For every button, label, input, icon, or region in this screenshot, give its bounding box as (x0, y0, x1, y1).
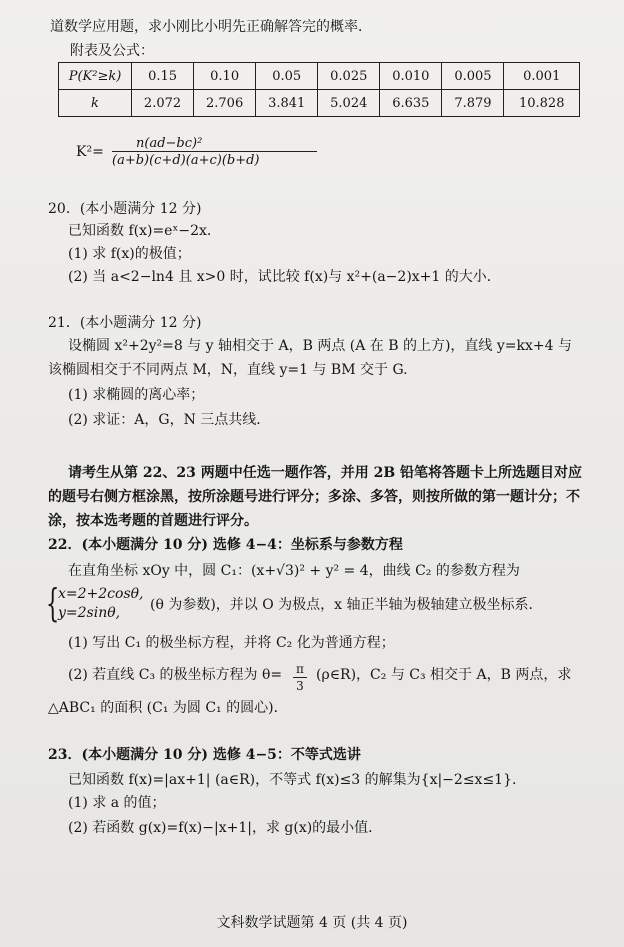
q21-heading: 21．(本小题满分 12 分) (48, 315, 202, 331)
table-cell: 2.072 (132, 90, 194, 117)
q21-line: 该椭圆相交于不同两点 M，N，直线 y=1 与 BM 交于 G. (48, 362, 408, 378)
q23-part1: (1) 求 a 的值； (68, 795, 166, 811)
fraction-bar (293, 677, 307, 678)
table-cell: 10.828 (504, 90, 580, 117)
q22-part2: (2) 若直线 C₃ 的极坐标方程为 θ= (68, 667, 283, 683)
table-cell: 3.841 (256, 90, 318, 117)
table-cell: 0.005 (442, 63, 504, 90)
q22-param-x: x=2+2cosθ, (58, 586, 144, 602)
page-footer: 文科数学试题第 4 页 (共 4 页) (216, 915, 408, 931)
q20-heading: 20．(本小题满分 12 分) (48, 201, 202, 217)
pi-over-3-fraction (293, 662, 307, 693)
fraction-bar (112, 151, 317, 152)
q22-line: 在直角坐标 xOy 中，圆 C₁：(x+√3)² + y² = 4，曲线 C₂ 的参数方程为 (68, 563, 520, 579)
table-cell: 2.706 (194, 90, 256, 117)
q20-part2: (2) 当 a<2−ln4 且 x>0 时，试比较 f(x)与 x²+(a−2)x+1 的大小． (68, 269, 501, 285)
fraction-numerator: π (296, 662, 304, 676)
table-cell: 0.15 (132, 63, 194, 90)
q22-line: △ABC₁ 的面积 (C₁ 为圆 C₁ 的圆心)． (48, 700, 288, 716)
table-cell: 0.10 (194, 63, 256, 90)
notice-line: 涂，按本选考题的首题进行评分。 (48, 513, 258, 529)
q23-part2: (2) 若函数 g(x)=f(x)−|x+1|，求 g(x)的最小值． (68, 820, 383, 836)
q20-part1: (1) 求 f(x)的极值； (68, 246, 191, 262)
notice-line: 请考生从第 22、23 两题中任选一题作答，并用 2B 铅笔将答题卡上所选题目对应 (68, 465, 583, 481)
table-cell: 5.024 (318, 90, 380, 117)
table-cell: 0.025 (318, 63, 380, 90)
q21-line: 设椭圆 x²+2y²=8 与 y 轴相交于 A，B 两点 (A 在 B 的上方)，直线 y=kx+4 与 (68, 338, 572, 354)
table-cell: 7.879 (442, 90, 504, 117)
table-row (59, 90, 580, 117)
q22-param-note: (θ 为参数)，并以 O 为极点，x 轴正半轴为极轴建立极坐标系． (150, 597, 543, 613)
table-row-header: k (59, 90, 132, 117)
table-row-header: P(K²≥k) (59, 63, 132, 90)
q22-param-y: y=2sinθ, (58, 605, 121, 621)
q23-heading: 23．(本小题满分 10 分) 选修 4−5：不等式选讲 (48, 747, 361, 763)
table-cell: 0.001 (504, 63, 580, 90)
q22-part2-tail: (ρ∈R)，C₂ 与 C₃ 相交于 A，B 两点，求 (316, 667, 572, 683)
table-cell: 0.010 (380, 63, 442, 90)
q21-part2: (2) 求证：A，G，N 三点共线． (68, 412, 271, 428)
q22-heading: 22．(本小题满分 10 分) 选修 4−4：坐标系与参数方程 (48, 537, 403, 553)
table-cell: 6.635 (380, 90, 442, 117)
formula-lhs: K²= (76, 144, 104, 160)
q22-part1: (1) 写出 C₁ 的极坐标方程，并将 C₂ 化为普通方程； (68, 635, 395, 651)
critical-value-table (58, 62, 580, 117)
formula-numerator: n(ad−bc)² (136, 136, 203, 151)
q20-line: 已知函数 f(x)=eˣ−2x. (68, 223, 212, 239)
table-cell: 0.05 (256, 63, 318, 90)
table-caption: 附表及公式： (70, 43, 154, 59)
q23-line: 已知函数 f(x)=|ax+1| (a∈R)，不等式 f(x)≤3 的解集为{x|−2≤x≤1}. (68, 772, 517, 788)
fraction-denominator: 3 (296, 679, 304, 693)
formula-denominator: (a+b)(c+d)(a+c)(b+d) (112, 153, 260, 168)
q21-part1: (1) 求椭圆的离心率； (68, 387, 205, 403)
brace-symbol: { (46, 581, 60, 625)
intro-line: 道数学应用题，求小刚比小明先正确解答完的概率． (50, 19, 372, 35)
table-row (59, 63, 580, 90)
notice-line: 的题号右侧方框涂黑，按所涂题号进行评分；多涂、多答，则按所做的第一题计分；不 (48, 489, 580, 505)
